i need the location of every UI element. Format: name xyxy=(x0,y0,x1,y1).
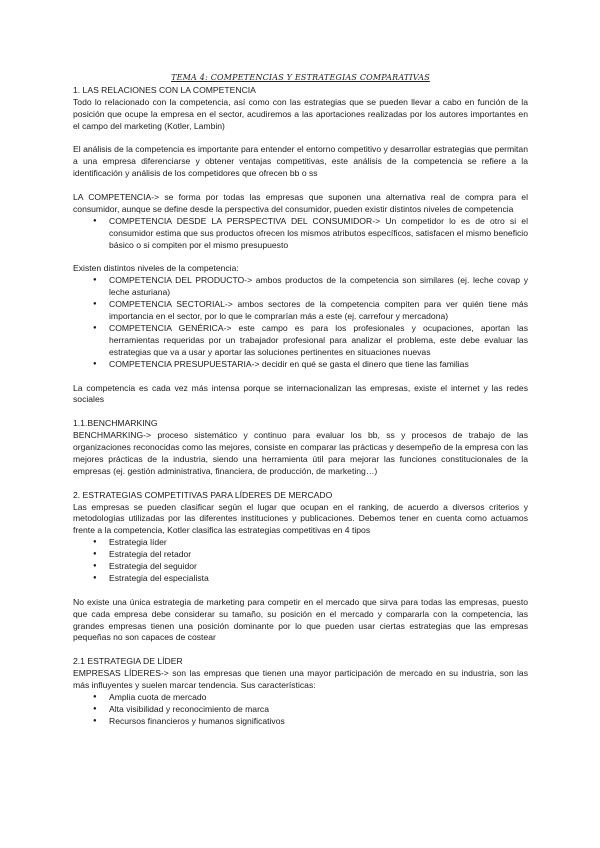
section-1-paragraph-1: Todo lo relacionado con la competencia, así como con las estrategias que se pueden llevar a cabo en función de la posición que ocupe la empresa en el sector, acudiremos a las aportaciones realizadas por los autores importantes en el campo del marketing (Kotler, Lambin) xyxy=(73,96,528,131)
section-2-heading: 2. ESTRATEGIAS COMPETITIVAS PARA LÍDERES DE MERCADO xyxy=(73,489,333,500)
list-item: ● Estrategia del seguidor xyxy=(109,561,528,573)
leader-companies-paragraph: EMPRESAS LÍDERES-> son las empresas que tienen una mayor participación de mercado en su industria, son las más influyentes y suelen marcar tendencia. Sus características: xyxy=(73,668,528,691)
benchmarking-paragraph: BENCHMARKING-> proceso sistemático y continuo para evaluar los bb, ss y procesos de trabajo de las organizaciones reconocidas como las mejores, consiste en comparar las prácticas y desempeño de la empresa con las mejores prácticas de la industria, siendo una herramienta útil para mejorar las funciones constitucionales de la empresas (ej. gestión administrativa, financiera, de producción, de marketing…) xyxy=(73,430,528,476)
leader-traits-list xyxy=(73,692,528,728)
document-page xyxy=(73,72,528,728)
section-1-heading: 1. LAS RELACIONES CON LA COMPETENCIA xyxy=(73,84,256,95)
competition-levels-list xyxy=(73,275,528,370)
section-1-1-heading: 1.1.BENCHMARKING xyxy=(73,418,158,429)
section-1-paragraph-3: LA COMPETENCIA-> se forma por todas las empresas que suponen una alternativa real de compra para el consumidor, aunque se define desde la perspectiva del consumidor, pueden existir distintos niveles de competencia xyxy=(73,192,528,214)
list-item: ● Estrategia líder xyxy=(109,537,528,549)
list-item: ● COMPETENCIA GENÉRICA-> este campo es para los profesionales y ocupaciones, aportan las herramientas requeridas por un trabajador profesional para analizar el problema, este debe evaluar las estrategias que va a usar y aportar las soluciones pertinentes en situaciones nuevas xyxy=(109,323,528,359)
list-item: ● COMPETENCIA DESDE LA PERSPECTIVA DEL CONSUMIDOR-> Un competidor lo es de otro si el consumidor estima que sus productos ofrecen los mismos atributos específicos, satisfacen el mismo beneficio básico o si compiten por el mismo presupuesto xyxy=(109,216,528,252)
strategy-types-list xyxy=(73,537,528,585)
competition-levels-intro: Existen distintos niveles de la competencia: xyxy=(73,263,239,274)
list-item: ● Estrategia del retador xyxy=(109,549,528,561)
list-item: ● Amplia cuota de mercado xyxy=(109,692,528,704)
list-item: ● COMPETENCIA DEL PRODUCTO-> ambos productos de la competencia son similares (ej. leche covap y leche asturiana) xyxy=(109,275,528,299)
list-item: ● COMPETENCIA PRESUPUESTARIA-> decidir en qué se gasta el dinero que tiene las familias xyxy=(109,359,528,371)
list-item: ● Alta visibilidad y reconocimiento de marca xyxy=(109,704,528,716)
section-1-paragraph-4: La competencia es cada vez más intensa porque se internacionalizan las empresas, existe el internet y las redes sociales xyxy=(73,382,528,405)
section-2-1-heading: 2.1 ESTRATEGIA DE LÍDER xyxy=(73,656,183,667)
document-title: TEMA 4: COMPETENCIAS Y ESTRATEGIAS COMPARATIVAS xyxy=(171,73,430,82)
section-2-paragraph-2: No existe una única estrategia de marketing para competir en el mercado que sirva para todas las empresas, puesto que cada empresa debe considerar su tamaño, su posición en el mercado y compararla con la competencia, las grandes empresas tienen una posición dominante por lo que pueden usar ciertas estrategias que las empresas pequeñas no son capaces de costear xyxy=(73,596,528,643)
section-1-paragraph-2: El análisis de la competencia es importante para entender el entorno competitivo y desarrollar estrategias que permitan a una empresa diferenciarse y obtener ventajas competitivas, este análisis de la competencia se refiere a la identificación y análisis de los competidores que ofrecen bb o ss xyxy=(73,144,528,179)
list-item: ● Recursos financieros y humanos significativos xyxy=(109,716,528,728)
consumer-perspective-list xyxy=(73,216,528,252)
list-item: ● Estrategia del especialista xyxy=(109,573,528,585)
list-item: ● COMPETENCIA SECTORIAL-> ambos sectores de la competencia compiten para ver quién tiene más importancia en el sector, por lo que le comprarían más a este (ej. carrefour y mercadona) xyxy=(109,299,528,323)
section-2-paragraph-1: Las empresas se pueden clasificar según el lugar que ocupan en el ranking, de acuerdo a diversos criterios y metodologías utilizadas por las diferentes instituciones y publicaciones. Debemos tener en cuenta como actuamos frente a la competencia, Kotler clasifica las estrategias competitivas en 4 tipos xyxy=(73,501,528,536)
